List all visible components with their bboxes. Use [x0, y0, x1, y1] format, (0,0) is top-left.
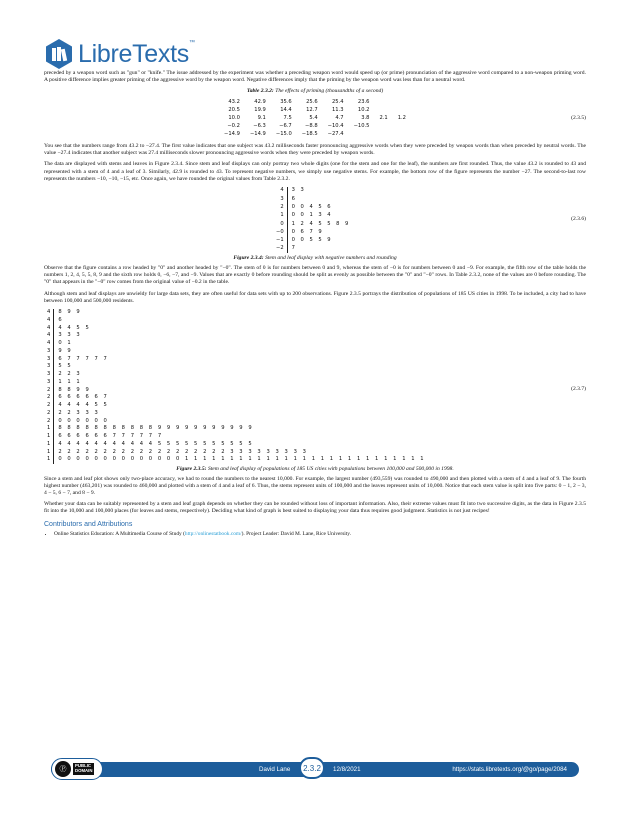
stem-row	[276, 203, 354, 211]
table-cell: −15.0	[275, 130, 292, 137]
stem-row	[276, 187, 354, 195]
leaf: 9	[327, 237, 331, 244]
table-cell	[393, 122, 411, 130]
leaf-values: 8 8 9 9	[58, 386, 89, 393]
table-cell	[374, 106, 392, 114]
stem-value: 4	[47, 309, 54, 317]
leaf: 9	[345, 220, 349, 227]
stem-row	[276, 195, 354, 203]
stem-value: 4	[47, 324, 54, 332]
leaf-values: 4 4 4 4 4 4 4 4 4 4 4 5 5 5 5 5 5 5 5 5 5 5	[58, 440, 252, 447]
table-cell: 25.6	[306, 98, 318, 105]
equation-number: (2.3.7)	[571, 385, 586, 392]
table-cell: −6.3	[253, 122, 266, 129]
table-cell: −10.5	[353, 122, 370, 129]
leaf-values: 2 2 2 2 2 2 2 2 2 2 2 2 2 2 2 2 2 2 2 3 3 3 3 3 3 3 3 3	[58, 448, 306, 455]
onlinestatbook-link[interactable]: http://onlinestatbook.com/	[184, 531, 242, 538]
leaf-values: 6 6 6 6 6 7	[58, 394, 107, 401]
table-cell: 23.6	[357, 98, 370, 105]
leaf-values: 0 1	[58, 340, 71, 347]
stem-value: −2	[276, 245, 287, 253]
leaf-values: 2 2 3 3 3	[58, 409, 98, 416]
leaf: 0	[300, 203, 304, 210]
stem-row	[47, 378, 424, 386]
leaf-values: 3 3 3	[58, 332, 80, 339]
leaf: 0	[291, 228, 295, 235]
stem-value: 3	[47, 371, 54, 379]
stem-value: 1	[47, 433, 54, 441]
leaf-values: 0 0 0 0 0 0 0 0 0 0 0 0 0 0 1 1 1 1 1 1 1 1 1 1 1 1 1 1 1 1 1 1 1 1 1 1 1 1 1 1 1	[58, 456, 424, 463]
table-cell: 43.2	[228, 98, 240, 105]
stem-leaf-2-block	[44, 309, 586, 464]
leaf-values: 1 1 1	[58, 378, 80, 385]
contributors-heading: Contributors and Attributions	[44, 521, 133, 529]
priming-table	[219, 98, 411, 138]
stem-row	[47, 433, 424, 441]
stem-row	[47, 332, 424, 340]
table-cell: 1.2	[397, 114, 406, 121]
stem-row	[47, 440, 424, 448]
paragraph-negative-stems: Observe that the figure contains a row headed by "0" and another headed by "−0". The stem of 0 is for numbers between 0 and 9, whereas the stem of −0 is for numbers between 0 and −9. For example, the fifth row of the table holds the numbers 1, 2, 4, 5, 5, 8, 9 and the sixth row holds 0, −6, −7, and −9. Values that are exactly 0 before rounding should be split as evenly as possible between the "0" and "−0" rows. In Table 2.3.2, none of the values are 0 before rounding. The "0" that appears in the "−0" row comes from the original value of −0.2 in the table.	[44, 265, 586, 286]
figure-caption-text: Stem and leaf display of populations of 185 US cities with populations between 100,000 and 500,000 in 1998.	[207, 465, 454, 472]
stem-row	[276, 237, 354, 245]
leaf: 0	[291, 203, 295, 210]
footer-date: 12/8/2021	[333, 766, 361, 773]
stem-value: 3	[47, 347, 54, 355]
table-cell: −0.2	[227, 122, 240, 129]
table-cell: 19.9	[254, 106, 266, 113]
main-content	[44, 70, 586, 538]
leaf: 2	[300, 220, 304, 227]
stem-row	[47, 409, 424, 417]
footer-page-number: 2.3.2	[299, 757, 325, 779]
leaf-values: 0 0 0 0 0 0	[58, 417, 107, 424]
stem-row	[47, 371, 424, 379]
table-cell	[393, 106, 411, 114]
leaf-values	[287, 203, 354, 211]
stem-value: 2	[47, 417, 54, 425]
stem-row	[47, 402, 424, 410]
stem-row	[47, 425, 424, 433]
table-caption	[44, 88, 586, 95]
equation-number: (2.3.5)	[571, 115, 586, 122]
leaf-values	[287, 237, 354, 245]
stem-value: 4	[276, 187, 287, 195]
leaf-values: 9 9	[58, 347, 71, 354]
leaf-values: 8 8 8 8 8 8 8 8 8 8 8 9 9 9 9 9 9 9 9 9 9 9	[58, 425, 252, 432]
figure-caption	[44, 466, 586, 473]
table-cell: 11.3	[332, 106, 344, 113]
leaf: 7	[309, 228, 313, 235]
table-row	[219, 114, 411, 122]
leaf-values: 2 2 3	[58, 371, 80, 378]
leaf: 4	[327, 212, 331, 219]
table-cell: −14.9	[249, 130, 266, 137]
table-cell: 35.6	[280, 98, 292, 105]
table-row	[219, 98, 411, 106]
table-cell	[374, 98, 392, 106]
stem-row	[47, 316, 424, 324]
leaf: 4	[309, 220, 313, 227]
paragraph-accuracy: Since a stem and leaf plot shows only two-place accuracy, we had to round the numbers to the nearest 10,000. For example, the largest number (493,559) was rounded to 490,000 and then plotted with a stem of 4 and a leaf of 9. The fourth highest number (463,201) was rounded to 460,000 and plotted with a stem of 4 and a leaf of 6. Thus, the stems represent units of 100,000 and the leaves represent units of 10,000. Notice that each stem value is split into five parts: 0 − 1, 2 − 3, 4 − 5, 6 − 7, and 8 − 9.	[44, 475, 586, 496]
stem-row	[47, 456, 424, 464]
figure-label: Figure 2.3.4:	[233, 255, 264, 262]
table-cell: −8.8	[305, 122, 318, 129]
stem-row	[276, 228, 354, 236]
stem-value: 1	[47, 456, 54, 464]
stem-row	[47, 417, 424, 425]
stem-value: 1	[276, 212, 287, 220]
stem-value: 2	[47, 394, 54, 402]
leaf-values	[287, 245, 354, 253]
figure-label: Figure 2.3.5:	[176, 465, 207, 472]
leaf: 0	[291, 237, 295, 244]
leaf: 3	[300, 187, 304, 194]
table-cell: 2.1	[379, 114, 388, 121]
table-cell: −6.7	[279, 122, 292, 129]
table-cell	[393, 98, 411, 106]
libretexts-hexagon-icon	[44, 38, 74, 70]
leaf: 0	[300, 237, 304, 244]
stem-row	[47, 363, 424, 371]
table-cell: 9.1	[257, 114, 266, 121]
stem-row	[47, 347, 424, 355]
contributors-list	[44, 531, 586, 538]
figure-caption	[44, 255, 586, 262]
leaf-values: 6 6 6 6 6 6 7 7 7 7 7 7	[58, 433, 162, 440]
public-domain-icon: Ⓟ	[55, 761, 71, 777]
stem-value: 4	[47, 316, 54, 324]
table-cell: 20.5	[228, 106, 240, 113]
priming-table-block	[44, 98, 586, 138]
paragraph-priming-intro: preceded by a weapon word such as "gun" or "knife." The issue addressed by the experiment was whether a preceding weapon word would speed up (or prime) pronunciation of the aggressive word compared to a non-weapon priming word. A positive difference implies greater priming of the aggressive word by the weapon word. Negative differences imply that the priming by the weapon word was less than for a neutral word.	[44, 70, 586, 84]
leaf-values	[287, 228, 354, 236]
stem-row	[276, 220, 354, 228]
stem-value: 4	[47, 340, 54, 348]
stem-value: 3	[47, 378, 54, 386]
leaf: 3	[291, 187, 295, 194]
table-title: The effects of priming (thousandths of a second)	[275, 88, 384, 95]
license-line-1: PUBLIC	[75, 763, 91, 769]
leaf: 5	[318, 203, 322, 210]
brand-name: LibreTexts	[78, 39, 189, 68]
leaf-values: 5 5	[58, 363, 71, 370]
leaf: 6	[300, 228, 304, 235]
leaf-values: 6 7 7 7 7 7	[58, 355, 107, 362]
leaf: 5	[318, 237, 322, 244]
stem-row	[47, 394, 424, 402]
leaf: 7	[291, 245, 295, 252]
paragraph-us-cities: Although stem and leaf displays are unwieldy for large data sets, they are often useful for data sets with up to 200 observations. Figure 2.3.5 portrays the distribution of populations of 185 US cities in 1998. To be included, a city had to have between 100,000 and 500,000 residents.	[44, 290, 586, 304]
stem-row	[47, 309, 424, 317]
stem-row	[47, 386, 424, 394]
stem-leaf-display-1	[276, 187, 354, 253]
leaf: 0	[300, 212, 304, 219]
leaf-values: 6	[58, 316, 62, 323]
leaf-values: 4 4 4 4 5 5	[58, 402, 107, 409]
stem-value: 1	[47, 425, 54, 433]
stem-leaf-1-block	[44, 187, 586, 253]
stem-value: 2	[47, 409, 54, 417]
stem-value: 3	[47, 363, 54, 371]
table-cell: 10.0	[228, 114, 240, 121]
table-cell: −14.9	[224, 130, 240, 137]
leaf: 6	[291, 195, 295, 202]
leaf: 8	[336, 220, 340, 227]
libretexts-logo[interactable]	[44, 38, 195, 70]
table-cell: 14.4	[280, 106, 292, 113]
leaf: 5	[309, 237, 313, 244]
stem-value: 4	[47, 332, 54, 340]
table-cell: 42.9	[254, 98, 266, 105]
footer-author: David Lane	[259, 766, 291, 773]
stem-row	[47, 340, 424, 348]
attribution-suffix: ). Project Leader: David M. Lane, Rice University.	[241, 531, 351, 538]
table-row	[219, 106, 411, 114]
leaf: 4	[309, 203, 313, 210]
leaf: 6	[327, 203, 331, 210]
leaf-values	[287, 187, 354, 195]
leaf-values	[287, 195, 354, 203]
trademark: ™	[188, 39, 195, 46]
table-cell: −10.4	[327, 122, 344, 129]
table-cell: −18.5	[301, 130, 318, 137]
stem-row	[47, 448, 424, 456]
stem-value: −0	[276, 228, 287, 236]
equation-number: (2.3.6)	[571, 215, 586, 222]
license-text	[73, 763, 94, 774]
leaf-values: 8 9 9	[58, 309, 80, 316]
leaf-values	[287, 212, 354, 220]
leaf: 1	[291, 220, 295, 227]
leaf: 1	[309, 212, 313, 219]
license-line-2: DOMAIN	[75, 768, 93, 773]
stem-row	[276, 212, 354, 220]
table-cell	[349, 130, 375, 138]
paragraph-judgment: Whether your data can be suitably represented by a stem and leaf graph depends on whether they can be rounded without loss of important information. Also, their extreme values must fit into two successive digits, as the data in Figure 2.3.5 fit into the 10,000 and 100,000 places (for leaves and stems, respectively). Deciding what kind of graph is best suited to displaying your data thus requires good judgment. Statistics is not just recipes!	[44, 501, 586, 515]
table-cell: 5.4	[309, 114, 318, 121]
table-cell: 3.8	[361, 114, 370, 121]
table-cell: 25.4	[332, 98, 344, 105]
stem-value: 2	[47, 402, 54, 410]
stem-value: 1	[47, 440, 54, 448]
stem-leaf-display-2	[47, 309, 424, 464]
table-cell: 4.7	[335, 114, 344, 121]
stem-row	[47, 324, 424, 332]
stem-value: 2	[276, 203, 287, 211]
leaf: 5	[327, 220, 331, 227]
public-domain-badge[interactable]	[51, 758, 103, 780]
stem-value: 1	[47, 448, 54, 456]
paragraph-range: You see that the numbers range from 43.2 to −27.4. The first value indicates that one subject was 43.2 milliseconds faster pronouncing aggressive words when they were preceded by weapon words than when preceded by neutral words. The value −27.4 indicates that another subject was 27.4 milliseconds slower pronouncing aggressive words when they were preceded by weapon words.	[44, 143, 586, 157]
leaf: 3	[318, 212, 322, 219]
leaf-values	[287, 220, 354, 228]
leaf: 5	[318, 220, 322, 227]
table-cell	[374, 122, 392, 130]
table-cell: 12.7	[306, 106, 318, 113]
stem-row	[47, 355, 424, 363]
leaf: 0	[291, 212, 295, 219]
table-cell: 7.5	[283, 114, 292, 121]
footer-url[interactable]: https://stats.libretexts.org/@go/page/2084	[452, 766, 567, 773]
stem-value: 2	[47, 386, 54, 394]
table-cell: 10.2	[357, 106, 370, 113]
attribution-prefix: Online Statistics Education: A Multimedia Course of Study (	[54, 531, 185, 538]
stem-row	[276, 245, 354, 253]
paragraph-rounding: The data are displayed with stems and leaves in Figure 2.3.4. Since stem and leaf displays can only portray two whole digits (one for the stem and one for the leaf), the numbers are first rounded. Thus, the value 43.2 is rounded to 43 and represented with a stem of 4 and a leaf of 3. Similarly, 42.9 is rounded to 43. To represent negative numbers, we simply use negative stems. For example, the bottom row of the figure represents the number −27. The second-to-last row represents the numbers −10, −10, −15, etc. Once again, we have rounded the original values from Table 2.3.2.	[44, 161, 586, 182]
table-row	[219, 122, 411, 130]
table-cell	[393, 130, 411, 138]
stem-value: 3	[276, 195, 287, 203]
figure-caption-text: Stem and leaf display with negative numbers and rounding	[265, 255, 397, 262]
table-row	[219, 130, 411, 138]
stem-value: 3	[47, 355, 54, 363]
leaf: 9	[318, 228, 322, 235]
table-label: Table 2.3.2:	[246, 88, 274, 95]
stem-value: −1	[276, 237, 287, 245]
table-cell	[374, 130, 392, 138]
stem-value: 0	[276, 220, 287, 228]
page-footer	[51, 762, 579, 777]
list-item	[54, 531, 586, 538]
leaf-values: 4 4 5 5	[58, 324, 89, 331]
table-cell: −27.4	[327, 130, 344, 137]
